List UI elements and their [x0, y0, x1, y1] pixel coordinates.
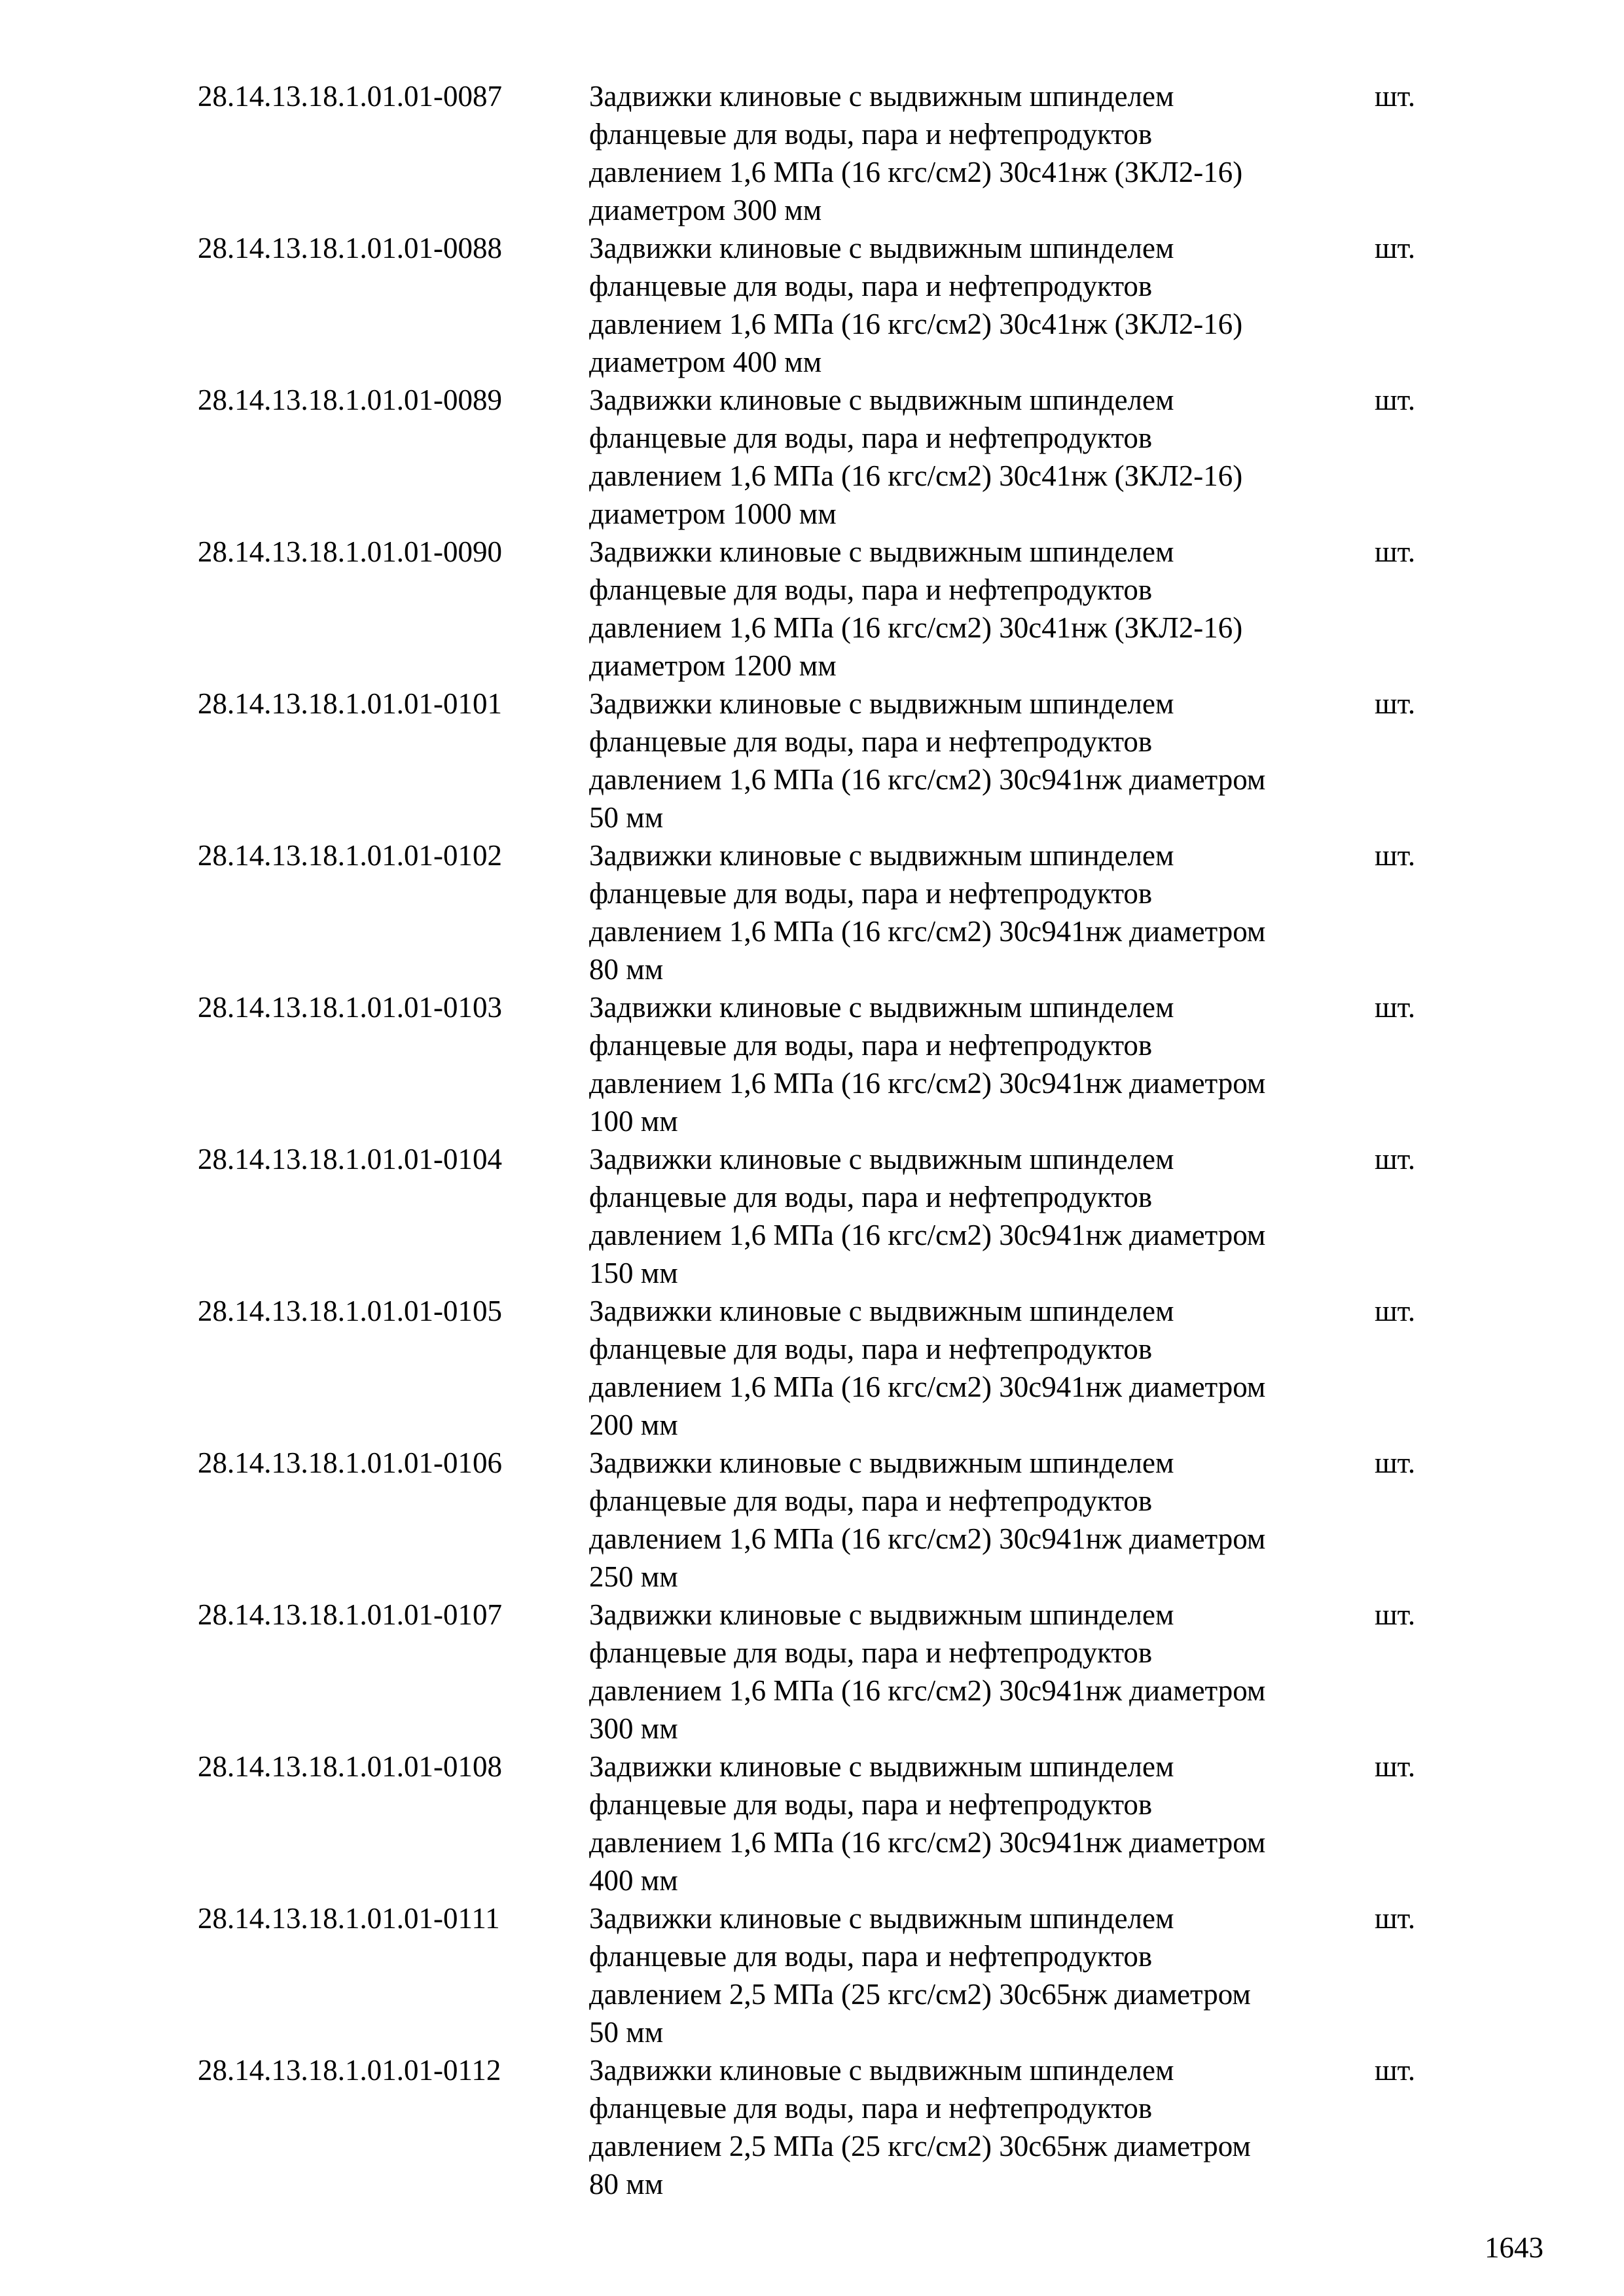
resource-entry	[198, 1748, 1441, 1899]
resource-code: 28.14.13.18.1.01.01-0107	[198, 1598, 502, 1631]
description-line: давлением 1,6 МПа (16 кгс/см2) 30с41нж (ЗКЛ2-16)	[589, 156, 1243, 188]
description-line: давлением 1,6 МПа (16 кгс/см2) 30с41нж (ЗКЛ2-16)	[589, 611, 1243, 644]
unit-of-measure: шт.	[1375, 1446, 1416, 1479]
resource-description	[589, 836, 1309, 988]
description-line: Задвижки клиновые с выдвижным шпинделем	[589, 1295, 1174, 1327]
resource-entry	[198, 229, 1441, 381]
description-line: 200 мм	[589, 1408, 678, 1441]
description-line: Задвижки клиновые с выдвижным шпинделем	[589, 1750, 1174, 1783]
description-line: Задвижки клиновые с выдвижным шпинделем	[589, 232, 1174, 264]
description-line: давлением 1,6 МПа (16 кгс/см2) 30с941нж диаметром	[589, 915, 1266, 948]
description-line: Задвижки клиновые с выдвижным шпинделем	[589, 991, 1174, 1024]
description-line: диаметром 400 мм	[589, 346, 822, 378]
resource-entry	[198, 381, 1441, 533]
description-line: Задвижки клиновые с выдвижным шпинделем	[589, 2054, 1174, 2087]
resource-description	[589, 988, 1309, 1140]
resource-description	[589, 1292, 1309, 1444]
resource-entry	[198, 2051, 1441, 2203]
resource-description	[589, 1899, 1309, 2051]
description-line: давлением 1,6 МПа (16 кгс/см2) 30с941нж диаметром	[589, 1219, 1266, 1251]
unit-of-measure: шт.	[1375, 535, 1416, 568]
resource-code: 28.14.13.18.1.01.01-0111	[198, 1902, 500, 1935]
resource-entry	[198, 836, 1441, 988]
description-line: давлением 1,6 МПа (16 кгс/см2) 30с941нж диаметром	[589, 1674, 1266, 1707]
description-line: Задвижки клиновые с выдвижным шпинделем	[589, 1446, 1174, 1479]
resource-code: 28.14.13.18.1.01.01-0105	[198, 1295, 502, 1327]
resource-entry	[198, 1596, 1441, 1748]
description-line: фланцевые для воды, пара и нефтепродуктов	[589, 725, 1153, 758]
unit-of-measure: шт.	[1375, 384, 1416, 416]
resource-description	[589, 533, 1309, 685]
description-line: фланцевые для воды, пара и нефтепродуктов	[589, 118, 1153, 151]
unit-of-measure: шт.	[1375, 1750, 1416, 1783]
description-line: Задвижки клиновые с выдвижным шпинделем	[589, 1143, 1174, 1175]
description-line: диаметром 1200 мм	[589, 649, 837, 682]
description-line: фланцевые для воды, пара и нефтепродуктов	[589, 1181, 1153, 1213]
resource-description	[589, 229, 1309, 381]
unit-of-measure: шт.	[1375, 2054, 1416, 2087]
resource-code: 28.14.13.18.1.01.01-0101	[198, 687, 502, 720]
description-line: Задвижки клиновые с выдвижным шпинделем	[589, 80, 1174, 113]
description-line: фланцевые для воды, пара и нефтепродуктов	[589, 1940, 1153, 1973]
resource-entry	[198, 1140, 1441, 1292]
unit-of-measure: шт.	[1375, 232, 1416, 264]
page-number: 1643	[1485, 2231, 1543, 2264]
description-line: 50 мм	[589, 801, 664, 834]
resource-code: 28.14.13.18.1.01.01-0112	[198, 2054, 501, 2087]
description-line: 150 мм	[589, 1257, 678, 1289]
unit-of-measure: шт.	[1375, 80, 1416, 113]
description-line: давлением 2,5 МПа (25 кгс/см2) 30с65нж диаметром	[589, 2130, 1251, 2162]
resource-code: 28.14.13.18.1.01.01-0102	[198, 839, 502, 872]
description-line: 250 мм	[589, 1560, 678, 1593]
resource-entry	[198, 1292, 1441, 1444]
resource-description	[589, 1596, 1309, 1748]
resource-description	[589, 1748, 1309, 1899]
unit-of-measure: шт.	[1375, 1295, 1416, 1327]
resource-code: 28.14.13.18.1.01.01-0088	[198, 232, 502, 264]
resource-code: 28.14.13.18.1.01.01-0103	[198, 991, 502, 1024]
resource-code: 28.14.13.18.1.01.01-0089	[198, 384, 502, 416]
unit-of-measure: шт.	[1375, 1143, 1416, 1175]
resource-code: 28.14.13.18.1.01.01-0106	[198, 1446, 502, 1479]
description-line: фланцевые для воды, пара и нефтепродуктов	[589, 422, 1153, 454]
unit-of-measure: шт.	[1375, 991, 1416, 1024]
description-line: 80 мм	[589, 2168, 664, 2200]
description-line: давлением 1,6 МПа (16 кгс/см2) 30с941нж диаметром	[589, 1826, 1266, 1859]
description-line: Задвижки клиновые с выдвижным шпинделем	[589, 384, 1174, 416]
description-line: давлением 1,6 МПа (16 кгс/см2) 30с941нж диаметром	[589, 763, 1266, 796]
resource-code: 28.14.13.18.1.01.01-0090	[198, 535, 502, 568]
description-line: фланцевые для воды, пара и нефтепродуктов	[589, 1636, 1153, 1669]
unit-of-measure: шт.	[1375, 1598, 1416, 1631]
resource-description	[589, 1140, 1309, 1292]
description-line: фланцевые для воды, пара и нефтепродуктов	[589, 1333, 1153, 1365]
resource-entry	[198, 1444, 1441, 1596]
description-line: Задвижки клиновые с выдвижным шпинделем	[589, 1902, 1174, 1935]
description-line: 100 мм	[589, 1105, 678, 1138]
resource-description	[589, 381, 1309, 533]
description-line: давлением 2,5 МПа (25 кгс/см2) 30с65нж диаметром	[589, 1978, 1251, 2011]
description-line: фланцевые для воды, пара и нефтепродуктов	[589, 270, 1153, 302]
resource-entry	[198, 988, 1441, 1140]
resource-entry	[198, 1899, 1441, 2051]
description-line: Задвижки клиновые с выдвижным шпинделем	[589, 687, 1174, 720]
unit-of-measure: шт.	[1375, 1902, 1416, 1935]
resource-description	[589, 77, 1309, 229]
description-line: давлением 1,6 МПа (16 кгс/см2) 30с941нж диаметром	[589, 1067, 1266, 1100]
description-line: 80 мм	[589, 953, 664, 986]
resource-description	[589, 2051, 1309, 2203]
resource-entry	[198, 533, 1441, 685]
description-line: фланцевые для воды, пара и нефтепродуктов	[589, 573, 1153, 606]
description-line: 300 мм	[589, 1712, 678, 1745]
resource-code: 28.14.13.18.1.01.01-0104	[198, 1143, 502, 1175]
description-line: диаметром 300 мм	[589, 194, 822, 226]
description-line: 400 мм	[589, 1864, 678, 1897]
description-line: Задвижки клиновые с выдвижным шпинделем	[589, 839, 1174, 872]
description-line: фланцевые для воды, пара и нефтепродуктов	[589, 2092, 1153, 2125]
description-line: Задвижки клиновые с выдвижным шпинделем	[589, 1598, 1174, 1631]
description-line: фланцевые для воды, пара и нефтепродуктов	[589, 1788, 1153, 1821]
resource-description	[589, 1444, 1309, 1596]
description-line: фланцевые для воды, пара и нефтепродуктов	[589, 1029, 1153, 1062]
description-line: давлением 1,6 МПа (16 кгс/см2) 30с941нж диаметром	[589, 1522, 1266, 1555]
description-line: диаметром 1000 мм	[589, 497, 837, 530]
unit-of-measure: шт.	[1375, 687, 1416, 720]
resource-code: 28.14.13.18.1.01.01-0087	[198, 80, 502, 113]
description-line: давлением 1,6 МПа (16 кгс/см2) 30с41нж (ЗКЛ2-16)	[589, 459, 1243, 492]
resource-list	[198, 77, 1441, 2203]
description-line: фланцевые для воды, пара и нефтепродуктов	[589, 877, 1153, 910]
description-line: фланцевые для воды, пара и нефтепродуктов	[589, 1484, 1153, 1517]
description-line: 50 мм	[589, 2016, 664, 2049]
description-line: давлением 1,6 МПа (16 кгс/см2) 30с41нж (ЗКЛ2-16)	[589, 308, 1243, 340]
description-line: давлением 1,6 МПа (16 кгс/см2) 30с941нж диаметром	[589, 1371, 1266, 1403]
description-line: Задвижки клиновые с выдвижным шпинделем	[589, 535, 1174, 568]
resource-entry	[198, 685, 1441, 836]
unit-of-measure: шт.	[1375, 839, 1416, 872]
resource-code: 28.14.13.18.1.01.01-0108	[198, 1750, 502, 1783]
resource-description	[589, 685, 1309, 836]
resource-entry	[198, 77, 1441, 229]
